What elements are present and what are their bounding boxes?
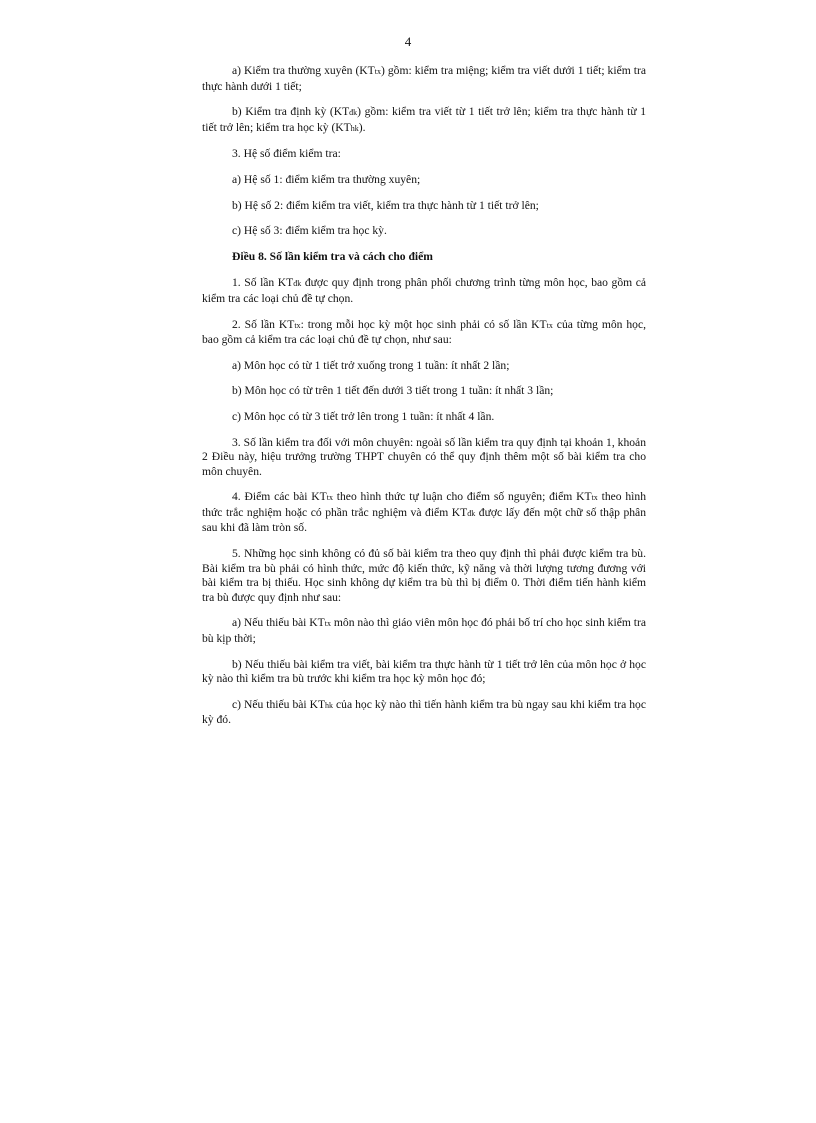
paragraph-cach-cho-diem: 4. Điểm các bài KTtx theo hình thức tự luận cho điểm số nguyên; điểm KTtx theo hình thức trắc nghiệm hoặc có phần trắc nghiệm và điểm KTđk được lấy đến một chữ số thập phân sau khi đã làm tròn số. — [202, 490, 647, 535]
page-number: 4 — [404, 34, 412, 49]
paragraph-he-so-3: c) Hệ số 3: điểm kiểm tra học kỳ. — [232, 224, 387, 238]
paragraph-kiem-tra-bu: 5. Những học sinh không có đủ số bài kiểm tra theo quy định thì phải được kiểm tra bù. Bài kiểm tra bù phải có hình thức, mức độ kiến thức, kỹ năng và thời lượng tương đương với bài kiểm tra bị thiếu. Học sinh không dự kiểm tra bù thì bị điểm 0. Thời điểm tiến hành kiểm tra bù được quy định như sau: — [202, 547, 646, 604]
paragraph-thieu-kthk: c) Nếu thiếu bài KThk của học kỳ nào thì tiến hành kiểm tra bù ngay sau khi kiểm tra học kỳ đó. — [202, 697, 647, 727]
paragraph-mon-1-3-tiet: b) Môn học có từ trên 1 tiết đến dưới 3 tiết trong 1 tuần: ít nhất 3 lần; — [232, 384, 554, 398]
article-8-heading: Điều 8. Số lần kiểm tra và cách cho điểm — [232, 249, 433, 263]
paragraph-he-so-2: b) Hệ số 2: điểm kiểm tra viết, kiểm tra thực hành từ 1 tiết trở lên; — [232, 198, 539, 212]
paragraph-thieu-kiem-tra-viet: b) Nếu thiếu bài kiểm tra viết, bài kiểm tra thực hành từ 1 tiết trở lên của môn học ở học kỳ nào thì kiểm tra bù trước khi kiểm tra học kỳ môn học đó; — [202, 657, 646, 686]
paragraph-mon-1-tiet: a) Môn học có từ 1 tiết trở xuống trong 1 tuần: ít nhất 2 lần; — [232, 358, 510, 372]
paragraph-so-lan-ktdk: 1. Số lần KTđk được quy định trong phân phối chương trình từng môn học, bao gồm cả kiểm tra các loại chủ đề tự chọn. — [202, 276, 646, 305]
paragraph-he-so-diem: 3. Hệ số điểm kiểm tra: — [232, 147, 341, 161]
document-body — [202, 64, 646, 739]
paragraph-kt-dinh-ky: b) Kiểm tra định kỳ (KTđk) gồm: kiểm tra viết từ 1 tiết trở lên; kiểm tra thực hành từ 1 tiết trở lên; kiểm tra học kỳ (KThk). — [202, 105, 647, 134]
paragraph-so-lan-kttx: 2. Số lần KTtx: trong mỗi học kỳ một học sinh phải có số lần KTtx của từng môn học, bao gồm cả kiểm tra các loại chủ đề tự chọn, như sau: — [202, 317, 647, 347]
paragraph-mon-3-tiet: c) Môn học có từ 3 tiết trở lên trong 1 tuần: ít nhất 4 lần. — [232, 409, 495, 423]
paragraph-mon-chuyen: 3. Số lần kiểm tra đối với môn chuyên: ngoài số lần kiểm tra quy định tại khoản 1, khoản 2 Điều này, hiệu trưởng trường THPT chuyên có thể quy định thêm một số bài kiểm tra cho môn chuyên. — [202, 435, 646, 478]
paragraph-he-so-1: a) Hệ số 1: điểm kiểm tra thường xuyên; — [232, 172, 421, 186]
paragraph-kt-thuong-xuyen: a) Kiểm tra thường xuyên (KTtx) gồm: kiểm tra miệng; kiểm tra viết dưới 1 tiết; kiểm tra thực hành dưới 1 tiết; — [202, 64, 646, 93]
paragraph-thieu-kttx: a) Nếu thiếu bài KTtx môn nào thì giáo viên môn học đó phải bố trí cho học sinh kiểm tra bù kịp thời; — [202, 616, 647, 646]
